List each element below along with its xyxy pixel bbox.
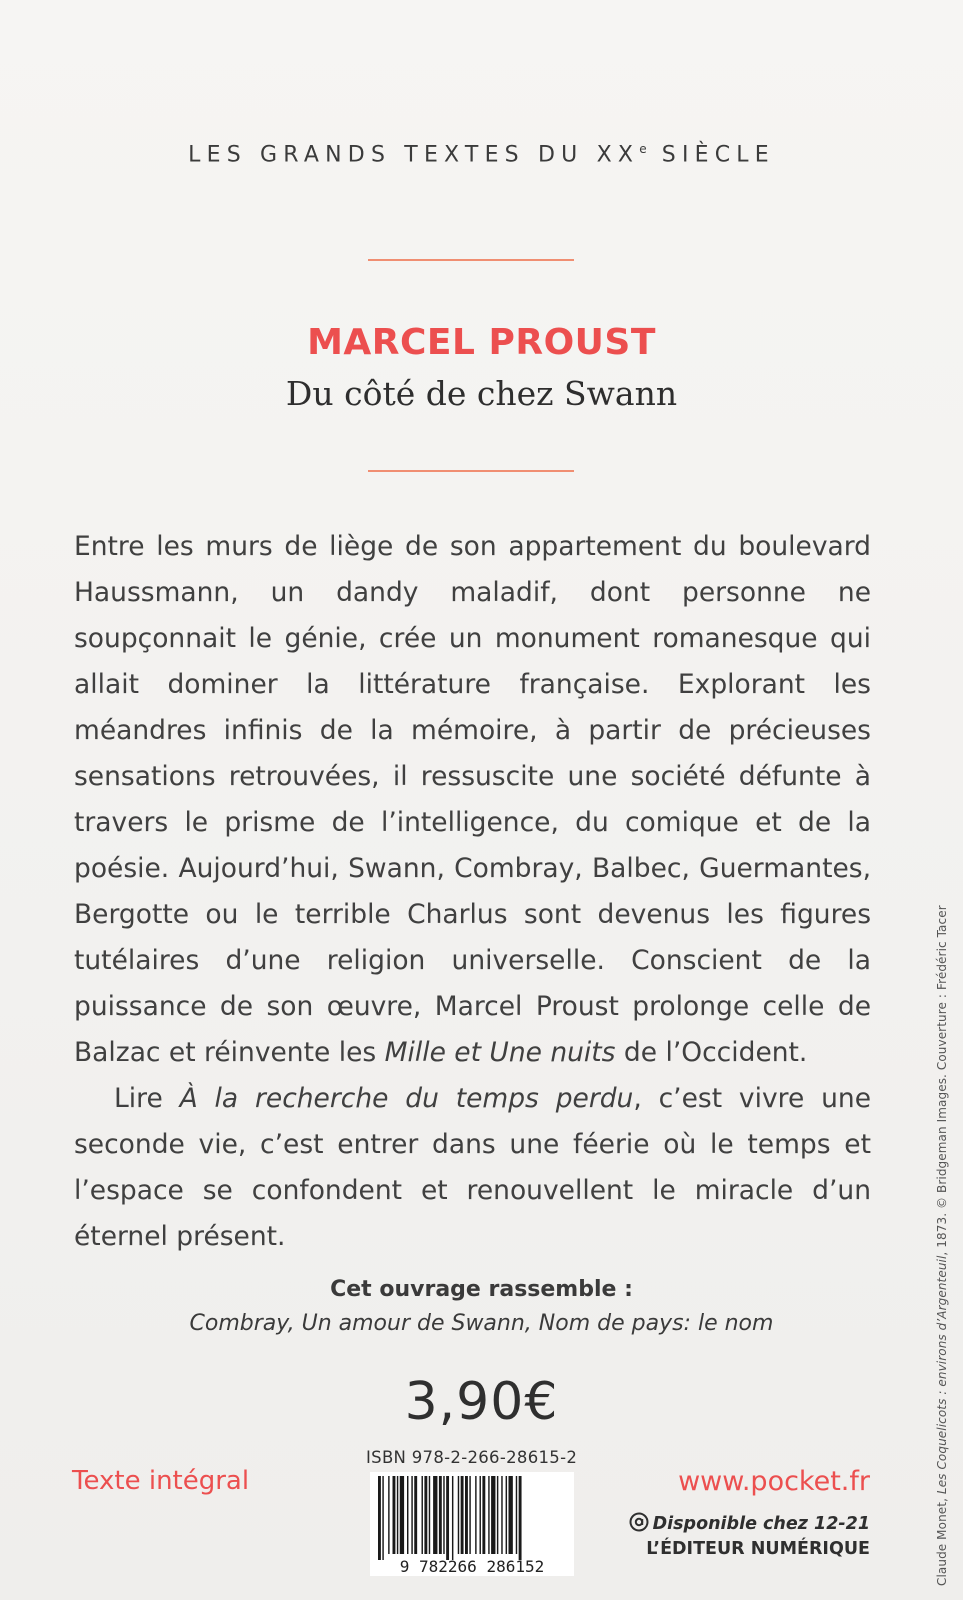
barcode-bar [519, 1476, 522, 1560]
barcode-bar [397, 1476, 398, 1554]
barcode-bar [475, 1476, 476, 1554]
at-sign-icon [629, 1512, 649, 1532]
top-divider [368, 259, 574, 261]
barcode-bar [439, 1476, 442, 1554]
bottom-divider [368, 470, 574, 472]
barcode-bar [388, 1476, 389, 1554]
contents-section [0, 1273, 963, 1341]
blurb-paragraph-1: Entre les murs de liège de son appartement du boulevard Haussmann, un dandy maladif, dont personne ne soupçonnait le génie, crée un monument romanesque qui allait dominer la littérature française. Explorant les méandres infinis de la mémoire, à partir de précieuses sensations retrouvées, il ressuscite une société défunte à travers le prisme de l’intelligence, du comique et de la poésie. Aujourd’hui, Swann, Combray, Balbec, Guermantes, Bergotte ou le terrible Charlus sont devenus les figures tutélaires d’une religion universelle. Conscient de la puissance de son œuvre, Marcel Proust prolonge celle de Balzac et réinvente les Mille et Une nuits de l’Occident. [74, 531, 871, 1068]
barcode-bar [393, 1476, 396, 1554]
barcode-icon [370, 1472, 574, 1576]
barcode-bar [429, 1476, 430, 1554]
barcode-bar [446, 1476, 449, 1560]
barcode-bar [400, 1476, 404, 1554]
blurb-text [74, 524, 871, 1260]
barcode-bar [407, 1476, 408, 1554]
image-credit: Claude Monet, Les Coquelicots : environs d’Argenteuil, 1873. © Bridgeman Images. Couverture : Frédéric Tacer [935, 905, 949, 1586]
barcode-bar [509, 1476, 513, 1554]
barcode-bar [488, 1476, 489, 1554]
barcode-bar [506, 1476, 507, 1554]
barcode-bar [465, 1476, 468, 1554]
barcode-bar [501, 1476, 502, 1554]
contents-heading: Cet ouvrage rassemble : [330, 1277, 633, 1302]
digital-availability: Disponible chez 12-21 [629, 1512, 870, 1537]
barcode-bar [469, 1476, 470, 1554]
barcode-bar [422, 1476, 423, 1554]
blurb-paragraph-2: Lire À la recherche du temps perdu, c’est vivre une seconde vie, c’est entrer dans une féerie où le temps et l’espace se confondent et renouvellent le miracle d’un éternel présent. [74, 1083, 872, 1252]
website-link[interactable]: www.pocket.fr [678, 1466, 870, 1497]
barcode-bar [497, 1476, 498, 1554]
barcode-bar [414, 1476, 417, 1554]
barcode-bar [443, 1476, 444, 1554]
barcode-bar [378, 1476, 381, 1560]
barcode-bar [382, 1476, 383, 1560]
barcode [370, 1472, 574, 1576]
isbn-number: ISBN 978-2-266-28615-2 [366, 1448, 578, 1467]
book-title: Du côté de chez Swann [285, 374, 678, 413]
digital-edition-info [629, 1512, 870, 1562]
barcode-bar [433, 1476, 437, 1554]
barcode-digits: 9 782266 286152 [399, 1557, 545, 1576]
integral-text-label: Texte intégral [72, 1466, 250, 1496]
barcode-bar [452, 1476, 453, 1560]
barcode-bar [424, 1476, 427, 1554]
digital-publisher: L’ÉDITEUR NUMÉRIQUE [646, 1539, 870, 1559]
barcode-bar [482, 1476, 485, 1554]
author-name: MARCEL PROUST [307, 322, 656, 363]
price: 3,90€ [404, 1372, 559, 1432]
contents-list: Combray, Un amour de Swann, Nom de pays: le nom [189, 1311, 774, 1336]
barcode-bar [461, 1476, 464, 1554]
barcode-bar [516, 1476, 517, 1554]
series-title: LES GRANDS TEXTES DU XXe SIÈCLE [188, 142, 775, 168]
barcode-bar [411, 1476, 412, 1554]
barcode-bar [480, 1476, 481, 1554]
barcode-bar [491, 1476, 495, 1554]
barcode-bar [458, 1476, 459, 1554]
